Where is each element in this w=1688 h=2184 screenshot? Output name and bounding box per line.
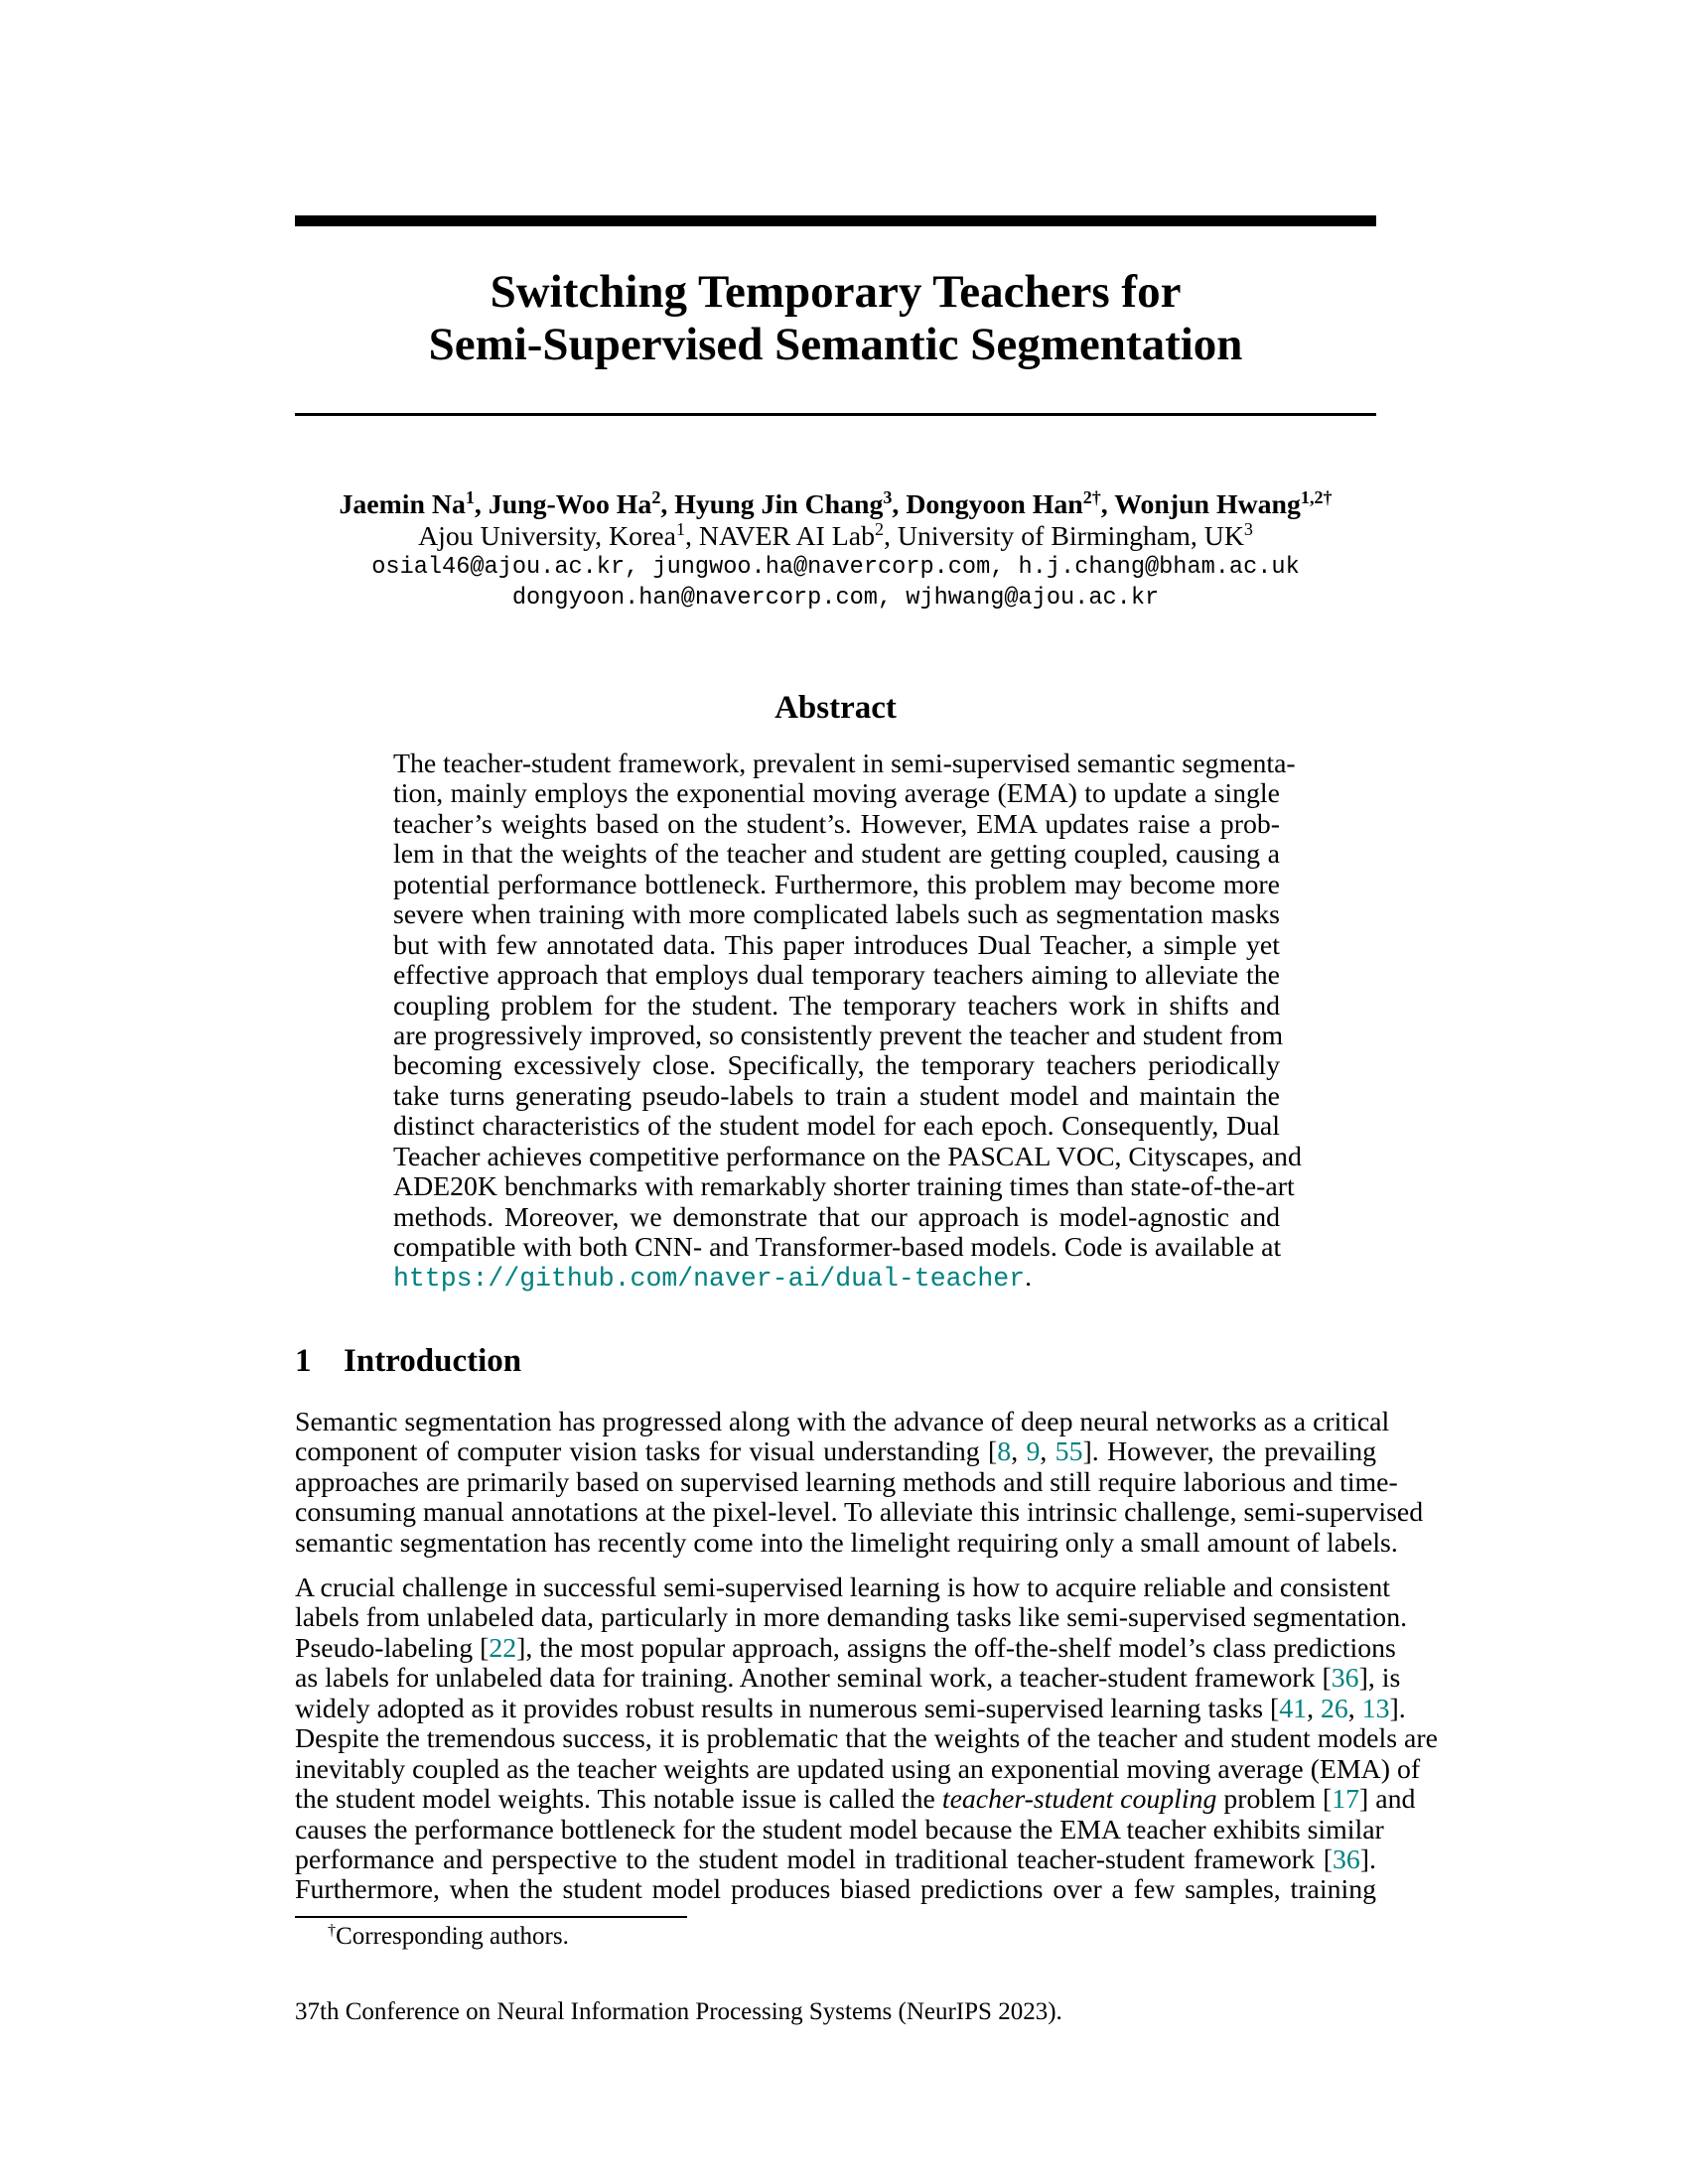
text-line: lem in that the weights of the teacher and student are getting coupled, causing a <box>393 839 1280 871</box>
author <box>339 489 474 520</box>
author-name: Hyung Jin Chang <box>674 489 884 520</box>
top-rule <box>295 215 1376 226</box>
text-line: Teacher achieves competitive performance on the PASCAL VOC, Cityscapes, and <box>393 1141 1302 1172</box>
section-title: Introduction <box>344 1343 522 1379</box>
intro-paragraph-1 <box>295 1407 1424 1559</box>
author-superscript: 1 <box>465 487 475 508</box>
affiliation <box>898 521 1253 552</box>
affiliation-list: Ajou University, Korea$^1$, NAVER AI Lab$^2$, University of Birmingham, $UK^3$ <box>418 519 1253 552</box>
text-line: coupling problem for the student. The temporary teachers work in shifts and <box>393 990 1280 1022</box>
text-line: inevitably coupled as the teacher weights are updated using an exponential moving average (EMA) of <box>295 1753 1421 1785</box>
author-name: Jaemin Na <box>339 489 466 520</box>
text-line: Furthermore, when the student model produces biased predictions over a few samples, training <box>295 1874 1376 1906</box>
affiliation-superscript: 1 <box>675 519 685 540</box>
citation-link[interactable]: 36 <box>1332 1843 1360 1875</box>
text-line: severe when training with more complicated labels such as segmentation masks <box>393 899 1280 931</box>
affiliation <box>699 521 884 552</box>
author-superscript: 2† <box>1082 487 1101 508</box>
author-name: Dongyoon Han <box>906 489 1083 520</box>
citation-link[interactable]: 55 <box>1055 1436 1083 1468</box>
affiliation <box>418 521 685 552</box>
text-line: ADE20K benchmarks with remarkably shorter training times than state-of-the-art <box>393 1171 1295 1203</box>
text-line: labels from unlabeled data, particularly in more demanding tasks like semi-supervised segmentation. <box>295 1602 1408 1634</box>
text-line: consuming manual annotations at the pixel-level. To alleviate this intrinsic challenge, semi-supervised <box>295 1497 1424 1529</box>
footnote <box>328 1923 569 1953</box>
text-line: Semantic segmentation has progressed along with the advance of deep neural networks as a critical <box>295 1407 1390 1437</box>
citation-link[interactable]: 13 <box>1361 1693 1390 1724</box>
section-number: 1 <box>295 1343 312 1379</box>
title-line-1: Switching Temporary Teachers for <box>490 266 1182 318</box>
author <box>674 489 892 520</box>
text-line: tion, mainly employs the exponential moving average (EMA) to update a single <box>393 778 1280 810</box>
conference-notice: 37th Conference on Neural Information Processing Systems (NeurIPS 2023). <box>295 1998 1062 2025</box>
text-line: potential performance bottleneck. Furthermore, this problem may become more <box>393 869 1280 900</box>
text-line: A crucial challenge in successful semi-supervised learning is how to acquire reliable and consistent <box>295 1572 1391 1603</box>
text-line: https://github.com/naver-ai/dual-teacher. <box>393 1262 1033 1295</box>
text-line: effective approach that employs dual temporary teachers aiming to alleviate the <box>393 960 1280 992</box>
text-line: are progressively improved, so consistently prevent the teacher and student from <box>393 1020 1284 1051</box>
author <box>906 489 1100 520</box>
abstract-heading: Abstract <box>774 690 897 726</box>
affiliation-name: Ajou University, Korea <box>418 521 676 552</box>
text-line: Pseudo-labeling [22], the most popular approach, assigns the off-the-shelf model’s class predictions <box>295 1632 1396 1664</box>
title-line-2: Semi-Supervised Semantic Segmentation <box>428 319 1243 370</box>
text-line: approaches are primarily based on supervised learning methods and still require laborious and time- <box>295 1466 1398 1498</box>
text-line: teacher’s weights based on the student’s. However, EMA updates raise a prob- <box>393 808 1280 840</box>
code-link[interactable]: https://github.com/naver-ai/dual-teacher <box>393 1264 1026 1295</box>
author-superscript: 3 <box>883 487 893 508</box>
affiliation-name: NAVER AI Lab <box>698 521 875 552</box>
affiliation-name: University of Birmingham, UK <box>897 521 1244 552</box>
paper-title <box>295 266 1376 371</box>
emphasized-term: teacher-student coupling <box>941 1784 1217 1816</box>
citation-link[interactable]: 8 <box>997 1436 1012 1468</box>
text-line: becoming excessively close. Specifically, the temporary teachers periodically <box>393 1050 1280 1082</box>
citation-link[interactable]: 26 <box>1320 1693 1348 1724</box>
footnote-mark: † <box>328 1921 337 1940</box>
text-line: Despite the tremendous success, it is problematic that the weights of the teacher and student models are <box>295 1723 1438 1755</box>
affiliation-superscript: 2 <box>874 519 885 540</box>
text-line: distinct characteristics of the student model for each epoch. Consequently, Dual <box>393 1111 1280 1143</box>
text-line: but with few annotated data. This paper introduces Dual Teacher, a simple yet <box>393 929 1280 961</box>
citation-link[interactable]: 17 <box>1332 1784 1360 1816</box>
footnote-rule <box>295 1916 687 1918</box>
section-heading-introduction <box>295 1342 521 1380</box>
text-line: the student model weights. This notable issue is called the teacher-student coupling problem [17] and <box>295 1784 1416 1816</box>
footnote-text: Corresponding authors. <box>336 1923 569 1950</box>
author-name: Jung-Woo Ha <box>488 489 652 520</box>
affiliation-superscript: 3 <box>1243 519 1253 540</box>
author <box>489 489 661 520</box>
author <box>1114 489 1332 520</box>
intro-paragraph-2 <box>295 1572 1438 1906</box>
bottom-title-rule <box>295 413 1376 416</box>
text-line: take turns generating pseudo-labels to train a student model and maintain the <box>393 1080 1280 1112</box>
text-line: widely adopted as it provides robust results in numerous semi-supervised learning tasks [41, 26, 13]. <box>295 1693 1406 1724</box>
author-name: Wonjun Hwang <box>1114 489 1301 520</box>
text-line: methods. Moreover, we demonstrate that our approach is model-agnostic and <box>393 1201 1280 1233</box>
text-line: performance and perspective to the student model in traditional teacher-student framework [36]. <box>295 1843 1376 1875</box>
text-line: component of computer vision tasks for visual understanding [8, 9, 55]. However, the prevailing <box>295 1436 1377 1468</box>
author-superscript: 1,2† <box>1300 487 1333 508</box>
text-line: as labels for unlabeled data for training. Another seminal work, a teacher-student framework [36], is <box>295 1663 1401 1695</box>
citation-link[interactable]: 22 <box>489 1632 517 1664</box>
text-line: compatible with both CNN- and Transformer-based models. Code is available at <box>393 1232 1282 1263</box>
text-line: causes the performance bottleneck for the student model because the EMA teacher exhibits similar <box>295 1814 1384 1845</box>
citation-link[interactable]: 41 <box>1279 1693 1308 1724</box>
author-superscript: 2 <box>651 487 661 508</box>
abstract-body <box>393 749 1302 1295</box>
text-line: semantic segmentation has recently come into the limelight requiring only a small amount of labels. <box>295 1527 1398 1559</box>
email-line-1: osial46@ajou.ac.kr, jungwoo.ha@navercorp.com, h.j.chang@bham.ac.uk <box>371 554 1300 581</box>
text-line: The teacher-student framework, prevalent in semi-supervised semantic segmenta- <box>393 749 1296 779</box>
email-line-2: dongyoon.han@navercorp.com, wjhwang@ajou.ac.kr <box>511 585 1160 612</box>
citation-link[interactable]: 36 <box>1331 1663 1359 1695</box>
author-list: Jaemin Na$^1$, Jung-Woo Ha$^2$, Hyung Jin Chang$^3$, Dongyoon Han$^{2\dagger}$, Wonjun Hwang$^{1,2\dagger}$ <box>339 487 1333 520</box>
citation-link[interactable]: 9 <box>1026 1436 1041 1468</box>
